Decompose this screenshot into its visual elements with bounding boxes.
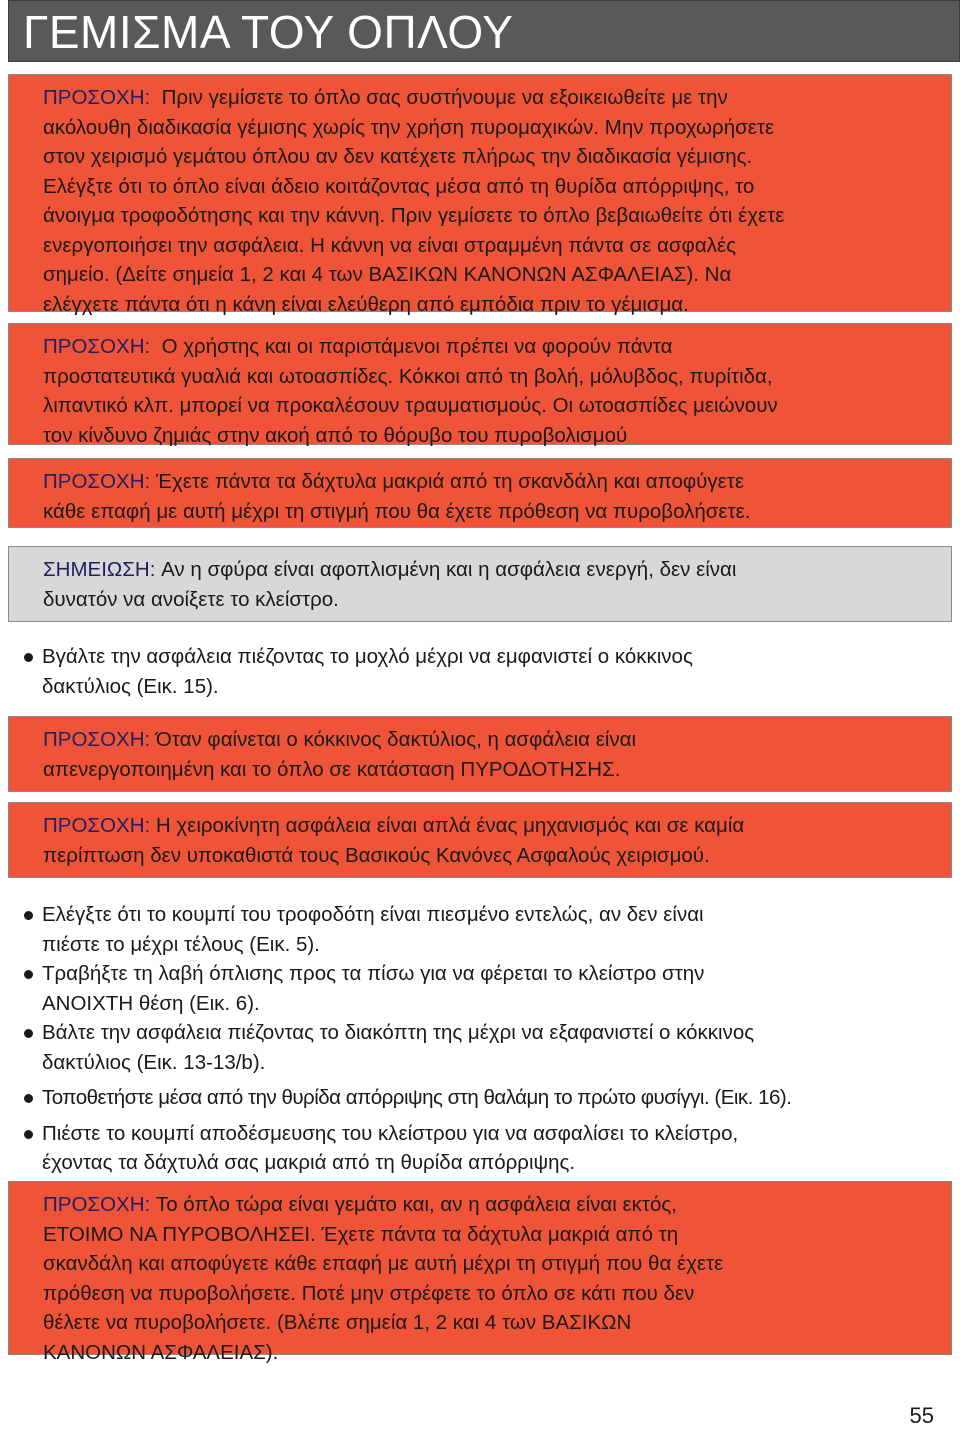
warning-box-red-ring xyxy=(8,716,952,792)
warning-label: ΠΡΟΣΟΧΗ: xyxy=(43,335,151,358)
warning-text-line: άνοιγμα τροφοδότησης και την κάννη. Πριν γεμίσετε το όπλο βεβαιωθείτε ότι έχετε xyxy=(43,204,785,227)
warning-text-line: Όταν φαίνεται ο κόκκινος δακτύλιος, η ασφάλεια είναι xyxy=(155,728,637,751)
instruction-list-1 xyxy=(22,642,952,701)
warning-label: ΠΡΟΣΟΧΗ: xyxy=(43,470,151,493)
warning-text-line: ακόλουθη διαδικασία γέμισης χωρίς την χρήση πυρομαχικών. Μην προχωρήσετε xyxy=(43,115,775,139)
warning-text-line: Το όπλο τώρα είναι γεμάτο και, αν η ασφάλεια είναι εκτός, xyxy=(155,1193,677,1216)
warning-text-line: Πριν γεμίσετε το όπλο σας συστήνουμε να εξοικειωθείτε με την xyxy=(161,86,728,109)
page-number: 55 xyxy=(909,1403,934,1428)
warning-text-line: απενεργοποιημένη και το όπλο σε κατάσταση ΠΥΡΟΔΟΤΗΣΗΣ. xyxy=(43,757,621,781)
warning-text-line: Ο χρήστης και οι παριστάμενοι πρέπει να φορούν πάντα xyxy=(161,335,673,358)
instruction-item: Τοποθετήστε μέσα από την θυρίδα απόρριψης στη θαλάμη το πρώτο φυσίγγι. (Εικ. 16). xyxy=(22,1083,952,1113)
instruction-item: Τραβήξτε τη λαβή όπλισης προς τα πίσω για να φέρεται το κλείστρο στην ΑΝΟΙΧΤΗ θέση (Εικ. 6). xyxy=(22,959,952,1018)
warning-label: ΠΡΟΣΟΧΗ: xyxy=(43,814,151,837)
warning-text-line: πρόθεση να πυροβολήσετε. Ποτέ μην στρέφετε το όπλο σε κάτι που δεν xyxy=(43,1281,695,1305)
warning-text-line: τον κίνδυνο ζημιάς στην ακοή από το θόρυβο του πυροβολισμού xyxy=(43,423,628,447)
warning-label: ΠΡΟΣΟΧΗ: xyxy=(43,728,151,751)
warning-text-line: σημείο. (Δείτε σημεία 1, 2 και 4 των ΒΑΣΙΚΩΝ ΚΑΝΟΝΩΝ ΑΣΦΑΛΕΙΑΣ). Να xyxy=(43,263,732,286)
warning-box-empty-check xyxy=(8,74,952,316)
warning-text-line: Ελέγξτε ότι το όπλο είναι άδειο κοιτάζοντας μέσα από τη θυρίδα απόρριψης, το xyxy=(43,174,755,198)
warning-text-line: ΕΤΟΙΜΟ ΝΑ ΠΥΡΟΒΟΛΗΣΕΙ. Έχετε πάντα τα δάχτυλα μακριά από τη xyxy=(43,1222,679,1246)
warning-label: ΠΡΟΣΟΧΗ: xyxy=(43,86,151,109)
warning-text-line: λιπαντικό κλπ. μπορεί να προκαλέσουν τραυματισμούς. Οι ωτοασπίδες μειώνουν xyxy=(43,394,778,417)
note-text-line: Αν η σφύρα είναι αφοπλισμένη και η ασφάλεια ενεργή, δεν είναι xyxy=(161,558,737,581)
warning-box-protection xyxy=(8,323,952,445)
warning-box-trigger xyxy=(8,458,952,528)
warning-box-loaded xyxy=(8,1181,952,1364)
instruction-item: Πιέστε το κουμπί αποδέσμευσης του κλείστρου για να ασφαλίσει το κλείστρο, έχοντας τα δάχτυλά σας μακριά από τη θυρίδα απόρριψης. xyxy=(22,1119,952,1178)
warning-text-line: ελέγχετε πάντα ότι η κάνη είναι ελεύθερη από εμπόδια πριν το γέμισμα. xyxy=(43,292,689,316)
warning-text-line: προστατευτικά γυαλιά και ωτοασπίδες. Κόκκοι από τη βολή, μόλυβδος, πυρίτιδα, xyxy=(43,364,773,388)
note-label: ΣΗΜΕΙΩΣΗ: xyxy=(43,558,156,581)
instruction-list-2 xyxy=(22,900,952,1178)
warning-text-line: στον χειρισμό γεμάτου όπλου αν δεν κατέχετε πλήρως την διαδικασία γέμισης. xyxy=(43,145,753,168)
warning-box-manual-safety xyxy=(8,802,952,878)
page-title: ΓΕΜΙΣΜΑ ΤΟΥ ΟΠΛΟΥ xyxy=(23,6,514,58)
instruction-item: Βάλτε την ασφάλεια πιέζοντας το διακόπτη της μέχρι να εξαφανιστεί ο κόκκινος δακτύλιος (Εικ. 13-13/b). xyxy=(22,1018,952,1077)
note-box xyxy=(8,546,952,622)
instruction-item: Βγάλτε την ασφάλεια πιέζοντας το μοχλό μέχρι να εμφανιστεί ο κόκκινος δακτύλιος (Εικ. 15). xyxy=(22,642,952,701)
warning-text-line: ενεργοποιήσει την ασφάλεια. Η κάννη να είναι στραμμένη πάντα σε ασφαλές xyxy=(43,233,736,257)
warning-text-line: θέλετε να πυροβολήσετε. (Βλέπε σημεία 1, 2 και 4 των ΒΑΣΙΚΩΝ xyxy=(43,1311,632,1334)
warning-text-line: ΚΑΝΟΝΩΝ ΑΣΦΑΛΕΙΑΣ). xyxy=(43,1340,279,1364)
note-text-line: δυνατόν να ανοίξετε το κλείστρο. xyxy=(43,587,339,611)
warning-text-line: κάθε επαφή με αυτή μέχρι τη στιγμή που θα έχετε πρόθεση να πυροβολήσετε. xyxy=(43,499,751,523)
warning-text-line: σκανδάλη και αποφύγετε κάθε επαφή με αυτή μέχρι τη στιγμή που θα έχετε xyxy=(43,1252,724,1275)
warning-label: ΠΡΟΣΟΧΗ: xyxy=(43,1193,151,1216)
warning-text-line: Η χειροκίνητη ασφάλεια είναι απλά ένας μηχανισμός και σε καμία xyxy=(155,814,745,837)
warning-text-line: περίπτωση δεν υποκαθιστά τους Βασικούς Κανόνες Ασφαλούς χειρισμού. xyxy=(43,843,710,867)
warning-text-line: Έχετε πάντα τα δάχτυλα μακριά από τη σκανδάλη και αποφύγετε xyxy=(155,470,744,493)
instruction-item: Ελέγξτε ότι το κουμπί του τροφοδότη είναι πιεσμένο εντελώς, αν δεν είναι πιέστε το μέχρι τέλους (Εικ. 5). xyxy=(22,900,952,959)
page-header xyxy=(8,0,960,62)
